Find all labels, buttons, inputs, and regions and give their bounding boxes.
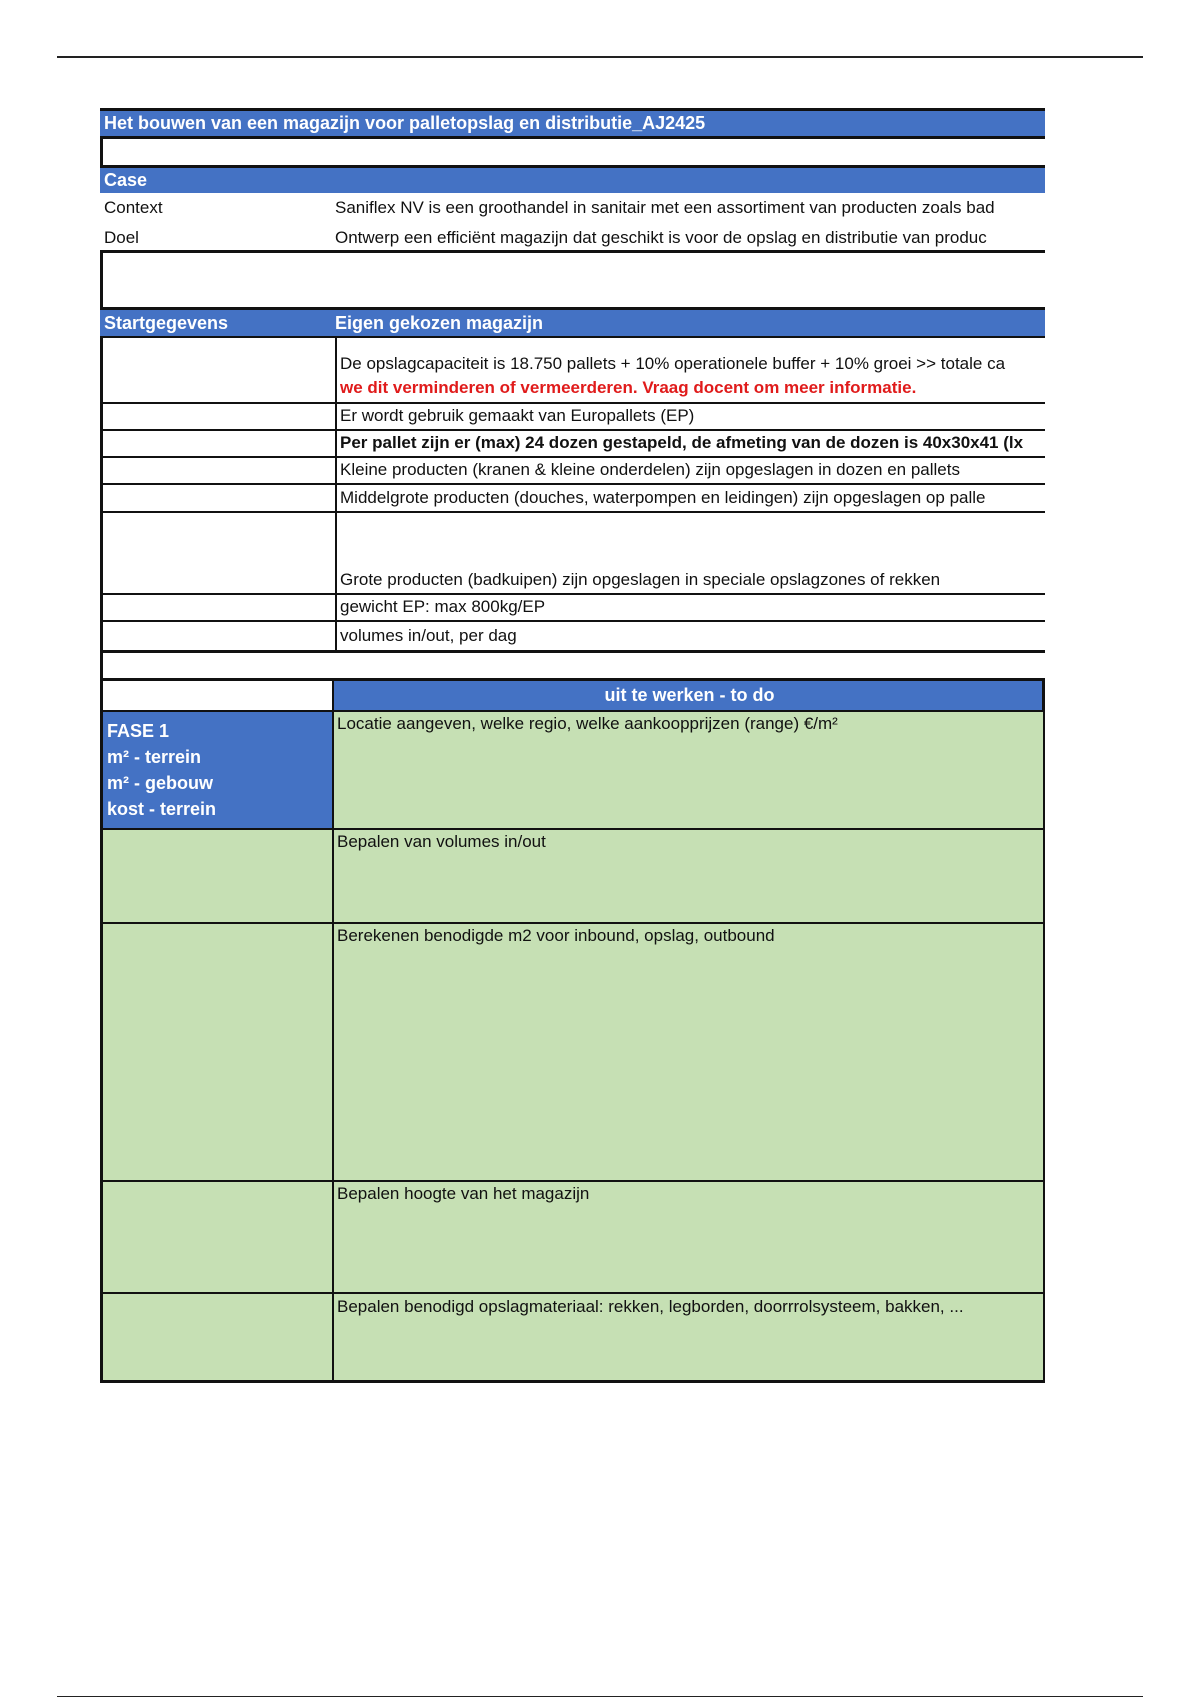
spacer-row — [100, 253, 1045, 307]
spacer-row — [100, 650, 1045, 678]
todo-section — [100, 678, 1045, 1383]
phase-line: m² - gebouw — [107, 773, 213, 793]
case-row-doel — [100, 223, 1045, 253]
spreadsheet-print — [100, 108, 1045, 1383]
start-row-text: volumes in/out, per dag — [335, 622, 1045, 650]
case-header-row — [100, 165, 1045, 193]
start-row-text: Er wordt gebruik gemaakt van Europallets (EP) — [335, 404, 1045, 429]
start-header-right: Eigen gekozen magazijn — [335, 313, 544, 333]
spacer-row — [100, 139, 1045, 165]
todo-header-row — [103, 681, 1045, 710]
context-value: Saniflex NV is een groothandel in sanitair met een assortiment van producten zoals bad — [335, 198, 995, 217]
phase-line: kost - terrein — [107, 799, 217, 819]
doel-value: Ontwerp een efficiënt magazijn dat geschikt is voor de opslag en distributie van produc — [335, 228, 987, 247]
capacity-line-2: we dit verminderen of vermeerderen. Vraag docent om meer informatie. — [340, 378, 917, 397]
start-row-text: Grote producten (badkuipen) zijn opgeslagen in speciale opslagzones of rekken — [340, 570, 941, 589]
capacity-line-1: De opslagcapaciteit is 18.750 pallets + 10% operationele buffer + 10% groei >> totale ca — [340, 354, 1006, 373]
start-row-text: Middelgrote producten (douches, waterpompen en leidingen) zijn opgeslagen op palle — [335, 485, 1045, 511]
phase-line: FASE 1 — [107, 721, 170, 741]
doel-label: Doel — [104, 228, 139, 247]
start-row — [100, 620, 1045, 650]
task-text: Bepalen van volumes in/out — [332, 830, 1045, 922]
document-title: Het bouwen van een magazijn voor palletopslag en distributie_AJ2425 — [104, 113, 706, 133]
start-row-text: Kleine producten (kranen & kleine onderdelen) zijn opgeslagen in dozen en pallets — [335, 458, 1045, 483]
start-row — [100, 593, 1045, 620]
task-text: Bepalen hoogte van het magazijn — [332, 1182, 1045, 1292]
todo-header: uit te werken - to do — [332, 681, 1045, 710]
context-label: Context — [104, 198, 163, 217]
start-row — [100, 429, 1045, 456]
start-row-capacity — [100, 336, 1045, 402]
todo-right-border — [1043, 681, 1045, 1380]
start-row-text: Per pallet zijn er (max) 24 dozen gestapeld, de afmeting van de dozen is 40x30x41 (lx — [335, 431, 1045, 456]
title-row — [100, 108, 1045, 139]
case-row-context — [100, 193, 1045, 223]
start-row — [100, 456, 1045, 483]
task-text: Locatie aangeven, welke regio, welke aankoopprijzen (range) €/m² — [332, 712, 1045, 828]
start-row-tall — [100, 511, 1045, 593]
phase-line: m² - terrein — [107, 747, 202, 767]
start-row-text: gewicht EP: max 800kg/EP — [335, 595, 1045, 620]
page-top-rule — [57, 56, 1143, 58]
start-header-left: Startgegevens — [104, 313, 229, 333]
task-row — [103, 1180, 1045, 1292]
start-header-row — [100, 307, 1045, 336]
task-text: Berekenen benodigde m2 voor inbound, opslag, outbound — [332, 924, 1045, 1180]
case-header: Case — [104, 170, 148, 190]
task-text: Bepalen benodigd opslagmateriaal: rekken, legborden, doorrrolsysteem, bakken, ... — [332, 1294, 1045, 1380]
task-row — [103, 1292, 1045, 1380]
start-row — [100, 483, 1045, 511]
start-row — [100, 402, 1045, 429]
page-bottom-rule — [57, 1696, 1143, 1697]
phase-1-cell — [103, 712, 332, 828]
task-row — [103, 710, 1045, 828]
task-row — [103, 828, 1045, 922]
task-row — [103, 922, 1045, 1180]
